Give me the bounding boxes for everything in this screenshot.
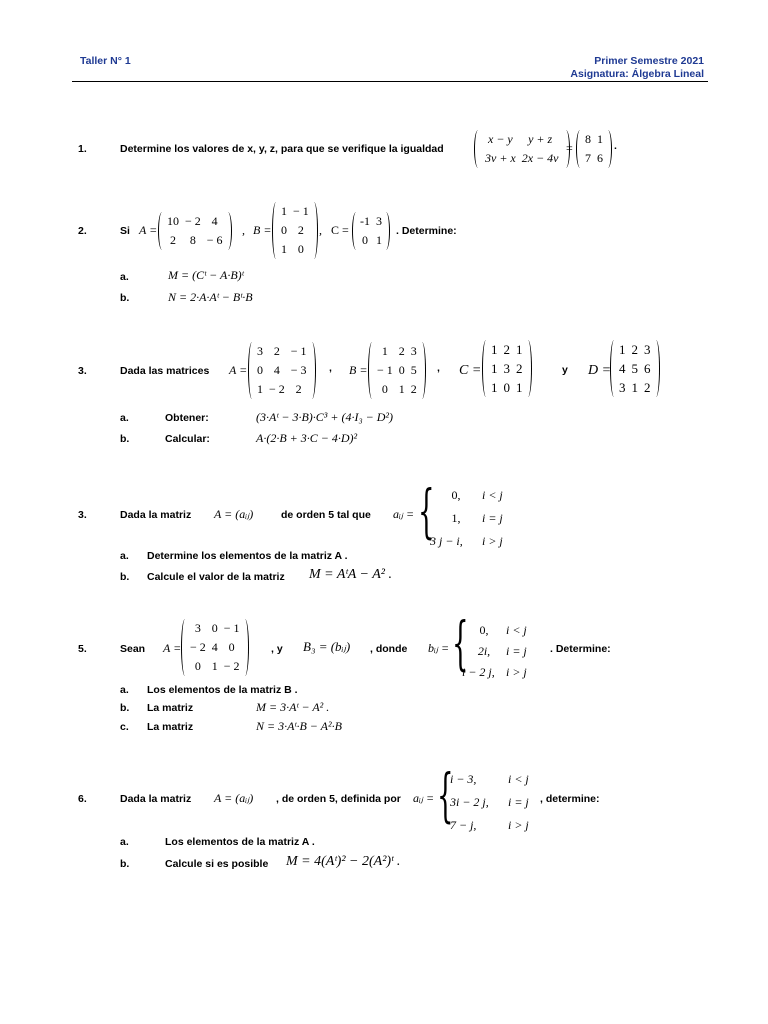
problem-2-number: 2. [78,225,87,237]
problem-4-A: A = (aᵢⱼ) [214,507,254,521]
problem-3-text: Dada las matrices [120,365,210,377]
problem-2-matrix-C: -1 3 0 1 [352,212,390,250]
problem-5-bij: bᵢⱼ = [428,641,450,655]
problem-4-number: 3. [78,509,87,521]
header-semester-line: Primer Semestre 2021 [594,55,704,67]
problem-6-A: A = (aᵢⱼ) [214,791,254,805]
problem-4b-text: Calcule el valor de la matriz [147,571,285,583]
problem-4-text: Dada la matriz [120,509,192,521]
problem-2a-expr: M = (Cᵗ − A·B)ᵗ [168,268,244,282]
problem-2-si: Si [120,225,130,237]
problem-6b-expr: M = 4(Aᵗ)² − 2(A²)ᵗ . [286,854,401,869]
problem-1-matrix-right: 8 1 7 6 [576,130,612,168]
problem-2-C-label: C = [331,223,349,237]
problem-5-matrix-A: 3 0 − 1 − 2 4 0 0 1 − 2 [181,619,249,676]
problem-2-A-label: A = [139,223,158,237]
problem-3-y: y [562,364,568,376]
problem-3-matrix-A: 3 2 − 1 0 4 − 3 1 − 2 2 [248,342,316,399]
header-subject-line: Asignatura: Álgebra Lineal [570,68,704,80]
header-semester [570,55,704,81]
problem-2-matrix-B: 1 − 1 0 2 1 0 [272,202,318,259]
problem-4a-text: Determine los elementos de la matriz A . [147,550,348,562]
problem-2a-label: a. [120,271,129,283]
header-divider [72,81,708,82]
problem-1-text: Determine los valores de x, y, z, para que se verifique la igualdad [120,143,444,155]
problem-3-matrix-D: 1 2 3 4 5 6 3 1 2 [610,340,660,397]
header-title: Taller N° 1 [80,55,131,67]
problem-6-number: 6. [78,793,87,805]
problem-3a-expr: (3·Aᵗ − 3·B)·C³ + (4·I₃ − D²) [256,410,393,424]
problem-6-cases: i − 3, i < j 3i − 2 j, i = j 7 − j, i > j [450,772,529,832]
problem-6a-text: Los elementos de la matriz A . [165,836,315,848]
problem-3-number: 3. [78,365,87,377]
problem-2-determine: . Determine: [396,225,457,237]
problem-3b-expr: A·(2·B + 3·C − 4·D)² [256,431,358,445]
problem-5-B3: B₃ = (bᵢⱼ) [303,639,351,654]
problem-3-matrix-B: 1 2 3 − 1 0 5 0 1 2 [368,342,426,399]
problem-4-aij: aᵢⱼ = [393,507,415,521]
problem-5-number: 5. [78,643,87,655]
problem-1-matrix-left: x − y y + z 3v + x 2x − 4v [474,130,570,168]
problem-1-equals: = [566,141,573,155]
problem-2b-label: b. [120,292,130,304]
problem-1-number: 1. [78,143,87,155]
problem-5b-expr: M = 3·Aᵗ − A² . [256,700,330,714]
problem-5c-expr: N = 3·Aᵗ·B − A²·B [256,719,342,733]
problem-4b-expr: M = AᵗA − A² . [309,567,393,582]
problem-3-matrix-C: 1 2 1 1 3 2 1 0 1 [482,340,532,397]
problem-4-cases: 0, i < j 1, i = j 3 j − i, i > j [430,488,503,548]
problem-3b-label: Calcular: [165,433,210,445]
problem-5a-text: Los elementos de la matriz B . [147,684,298,696]
problem-5-cases: 0, i < j 2i, i = j i − 2 j, i > j [462,623,527,679]
problem-3a-label: Obtener: [165,412,209,424]
problem-2-B-label: B = [253,223,272,237]
problem-2b-expr: N = 2·A·Aᵗ − Bᵗ·B [168,290,253,304]
problem-2-matrix-A: 10 − 2 4 2 8 − 6 [158,212,232,250]
problem-6-aij: aᵢⱼ = [413,791,435,805]
